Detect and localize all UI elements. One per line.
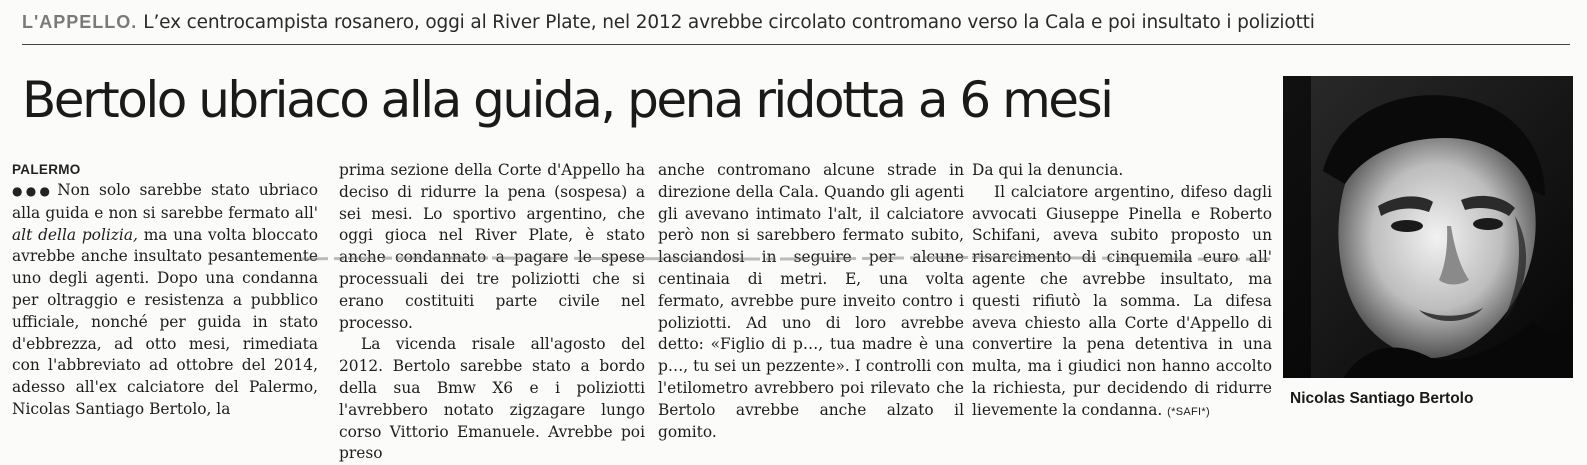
portrait-photo-icon — [1283, 76, 1573, 378]
lead-italic: alt della polizia, — [12, 225, 138, 244]
article-column-2 — [339, 160, 645, 463]
headline: Bertolo ubriaco alla guida, pena ridotta a 6 mesi — [22, 71, 1112, 129]
column-2-paragraph-1: prima sezione della Corte d'Appello ha deciso di ridurre la pena (sospesa) a sei mesi. Lo sportivo argentino, che oggi gioca nel River Plate, è stato anche condannato a pagare le spese processuali dei tre poliziotti che si erano costituiti parte civile nel processo. — [339, 161, 645, 332]
column-2-paragraph-2: La vicenda risale all'agosto del 2012. Bertolo sarebbe stato a bordo della sua Bmw X6 e i poliziotti l'avrebbero notato zigzagare lungo corso Vittorio Emanuele. Avrebbe poi preso — [339, 335, 645, 463]
article-column-3 — [658, 160, 964, 441]
lead-paragraph — [12, 180, 318, 421]
column-4-paragraph-1: Da qui la denuncia. — [972, 161, 1124, 179]
lead-text: Non solo sarebbe stato ubriaco alla guida e non si sarebbe fermato all' — [12, 181, 318, 222]
bullet-dots: ●●● — [12, 184, 54, 198]
lead-rest: ma una volta bloccato avrebbe anche insultato pesantemente uno degli agenti. Dopo una condanna per oltraggio e resistenza a pubblico ufficiale, nonché per guida in stato d'ebbrezza, ad otto mesi, rimediata con l'abbreviato ad ottobre del 2014, adesso all'ex calciatore del Palermo, Nicolas Santiago Bertolo, la — [12, 225, 318, 418]
portrait-photo — [1283, 76, 1573, 378]
column-3-paragraph-1: anche contromano alcune strade in direzione della Cala. Quando gli agenti gli avevano intimato l'alt, il calciatore però non si sarebbero fermato subito, lasciandosi in seguire per alcune centinaia di metri. E, una volta fermato, avrebbe pure inveito contro i poliziotti. Ad uno di loro avrebbe detto: «Figlio di p…, tua madre è una p…, tu sei un pezzente». I controlli con l'etilometro avrebbero poi rilevato che Bertolo avrebbe anche alzato il gomito. — [658, 161, 964, 441]
dateline: PALERMO — [12, 162, 81, 177]
author-credit: (*SAFI*) — [1167, 405, 1210, 418]
photo-caption: Nicolas Santiago Bertolo — [1290, 390, 1474, 407]
column-4-paragraph-2-text: Il calciatore argentino, difeso dagli avvocati Giuseppe Pinella e Roberto Schifani, aveva subito proposto un risarcimento di cinquemila euro all' agente che avrebbe insultato, ma questi rifiutò la somma. La difesa aveva chiesto alla Corte d'Appello di convertire la pena detentiva in una multa, ma i giudici non hanno accolto la richiesta, pur decidendo di ridurre lievemente la condanna. — [972, 182, 1272, 419]
article-column-4 — [972, 160, 1272, 422]
section-tag: L'APPELLO. — [22, 12, 138, 32]
header-rule — [22, 44, 1570, 45]
column-4-paragraph-2 — [972, 182, 1272, 424]
article-column-1 — [12, 160, 318, 422]
kicker-text: L’ex centrocampista rosanero, oggi al River Plate, nel 2012 avrebbe circolato contromano verso la Cala e poi insultato i poliziotti — [143, 12, 1315, 33]
kicker — [22, 6, 1572, 38]
